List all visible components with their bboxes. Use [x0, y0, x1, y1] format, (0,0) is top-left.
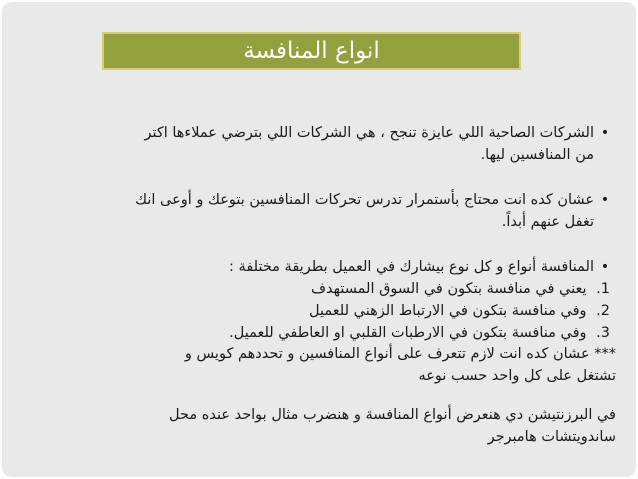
numbered-item-number: 3.	[596, 325, 610, 341]
bullet-3-line-1: المنافسة أنواع و كل نوع بيشارك في العميل بطريقة مختلفة :	[229, 259, 594, 275]
numbered-item-text: يعني في منافسة بتكون في السوق المستهدف	[311, 281, 587, 297]
numbered-item-3	[22, 322, 610, 344]
bullet-2-line-2: تغفل عنهم أبداً.	[501, 214, 594, 230]
numbered-item-number: 2.	[596, 303, 610, 319]
bullet-1	[22, 122, 616, 144]
numbered-item-text: وفي منافسة بتكون في الارطبات القلبي او العاطفي للعميل.	[229, 325, 587, 341]
footer-text-1: في البرزنتيشن دي هنعرض أنواع المنافسة و هنضرب مثال بواحد عنده محل	[169, 407, 616, 423]
bullet-2-continuation	[22, 211, 594, 233]
bullet-1-line-2: من المنافسين ليها.	[480, 147, 594, 163]
bullet-marker: •	[600, 125, 610, 141]
footer-line-1	[22, 404, 616, 426]
bullet-marker: •	[600, 259, 610, 275]
bullet-1-continuation	[22, 144, 594, 166]
note-line-1	[22, 343, 616, 365]
bullet-1-line-1: الشركات الصاحية اللي عايزة تنجح ، هي الشركات اللي بترضي عملاءها اكتر	[144, 125, 594, 141]
note-text-2: تشتغل على كل واحد حسب نوعه	[418, 368, 616, 384]
bullet-marker: •	[600, 192, 610, 208]
footer-line-2	[22, 426, 616, 448]
numbered-item-2	[22, 300, 610, 322]
bullet-3	[22, 256, 616, 278]
numbered-item-text: وفي منافسة بتكون في الارتباط الزهني للعميل	[309, 303, 587, 319]
footer-text-2: ساندويتشات هامبرجر	[487, 429, 616, 445]
note-line-2	[22, 365, 616, 387]
slide-title: انواع المنافسة	[243, 38, 380, 64]
note-text-1: *** عشان كده انت لازم تتعرف على أنواع المنافسين و تحددهم كويس و	[184, 346, 616, 362]
numbered-item-number: 1.	[596, 281, 610, 297]
numbered-item-1	[22, 278, 610, 300]
title-box	[102, 32, 521, 70]
bullet-2-line-1: عشان كده انت محتاج بأستمرار تدرس تحركات المنافسين بتوعك و أوعى انك	[135, 192, 594, 208]
bullet-2	[22, 189, 616, 211]
slide	[2, 2, 636, 477]
